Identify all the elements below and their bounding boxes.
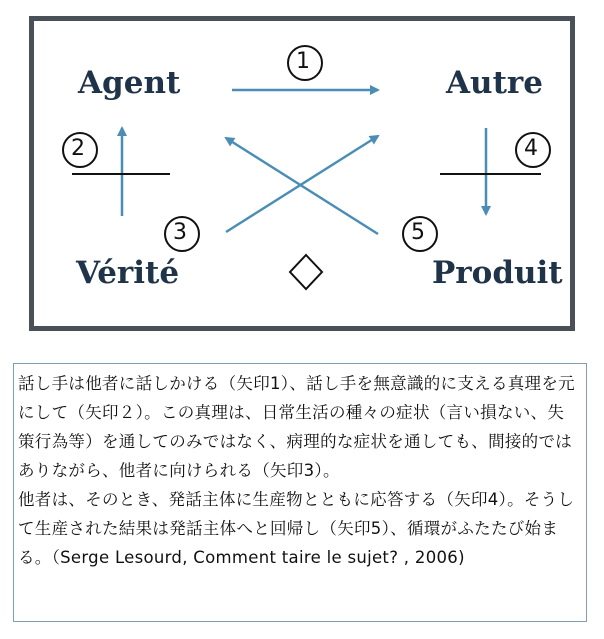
diamond-symbol (290, 255, 322, 289)
node-produit: Produit (432, 255, 563, 291)
arrow-3 (226, 136, 378, 232)
marker-4: 4 (513, 130, 553, 170)
node-agent: Agent (78, 65, 181, 101)
caption-box (13, 363, 587, 622)
marker-3: 3 (162, 214, 202, 254)
marker-5: 5 (400, 214, 440, 254)
node-autre: Autre (446, 65, 543, 101)
marker-2: 2 (60, 130, 100, 170)
node-verite: Vérité (76, 255, 180, 291)
caption-paragraph-1: 話し手は他者に話しかける（矢印1）、話し手を無意識的に支える真理を元にして（矢印２）。この真理は、日常生活の種々の症状（言い損ない、失策行為等）を通してのみではなく、病理的な症状を通しても、間接的ではありながら、他者に向けられる（矢印3）。 (18, 374, 575, 480)
arrow-5 (226, 138, 378, 234)
marker-1: 1 (285, 43, 325, 83)
caption-paragraph-2: 他者は、そのとき、発話主体に生産物とともに応答する（矢印4）。そうして生産された結果は発話主体へと回帰し（矢印5）、循環がふたたび始まる。（Serge Lesourd, Comment taire le sujet? , 2006) (18, 490, 575, 567)
